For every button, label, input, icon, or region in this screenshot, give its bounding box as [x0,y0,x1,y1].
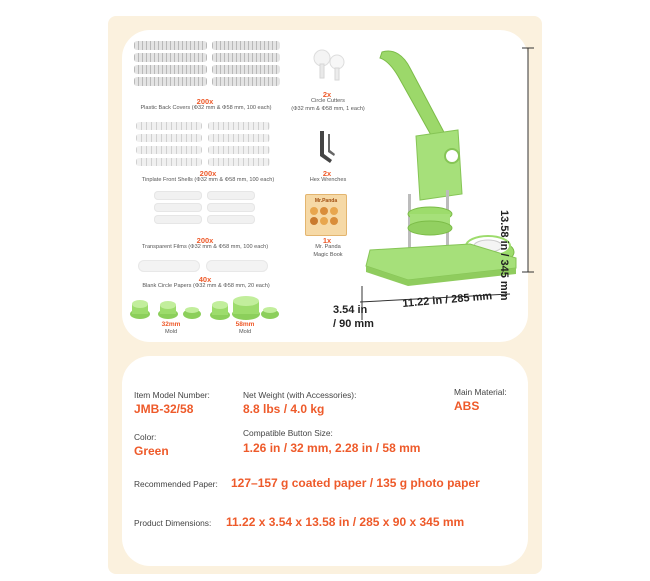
depth-dimension-line2: / 90 mm [333,318,374,330]
front-shells-qty: 200x [199,169,217,178]
book-cover-title: Mr.Panda [314,198,338,204]
mold-58-icon [210,296,279,320]
material-value: ABS [454,399,480,413]
mold-32-icon [130,300,201,319]
mold-32-size: 32mm [161,321,181,328]
button-size-value: 1.26 in / 32 mm, 2.28 in / 58 mm [243,441,421,455]
book-caption-2: Magic Book [313,252,343,258]
width-dimension: 11.22 in / 285 mm [402,290,493,310]
films-qty: 200x [196,236,214,245]
color-label: Color: [134,432,157,442]
papers-qty: 40x [198,275,212,284]
films-caption: Transparent Films (Φ32 mm & Φ58 mm, 100 each) [141,244,269,250]
mold-58-label: Mold [238,329,252,335]
model-value: JMB-32/58 [134,402,194,416]
material-label: Main Material: [454,387,507,397]
molds-image [128,290,280,324]
paper-label: Recommended Paper: [134,479,218,489]
wrenches-caption: Hex Wrenches [309,177,347,183]
product-dimensions-label: Product Dimensions: [134,518,212,528]
cutters-qty: 2x [322,90,332,99]
button-size-label: Compatible Button Size: [243,428,333,438]
model-label: Item Model Number: [134,390,210,400]
wrenches-qty: 2x [322,169,332,178]
papers-caption: Blank Circle Papers (Φ32 mm & Φ58 mm, 20 each) [142,283,270,289]
book-qty: 1x [322,236,332,245]
cutters-caption-1: Circle Cutters [311,98,345,104]
back-covers-qty: 200x [196,97,214,106]
mold-32-label: Mold [164,329,178,335]
cutters-caption-2: (Φ32 mm & Φ58 mm, 1 each) [291,106,365,112]
book-caption-1: Mr. Panda [315,244,341,250]
weight-label: Net Weight (with Accessories): [243,390,357,400]
front-shells-caption: Tinplate Front Shells (Φ32 mm & Φ58 mm, 100 each) [141,177,275,183]
back-covers-caption: Plastic Back Covers (Φ32 mm & Φ58 mm, 100 each) [140,105,272,111]
color-value: Green [134,444,169,458]
height-dimension: 13.58 in / 345 mm [498,210,510,301]
mold-58-size: 58mm [235,321,255,328]
depth-dimension-line1: 3.54 in [333,304,368,316]
product-dimensions-value: 11.22 x 3.54 x 13.58 in / 285 x 90 x 345 mm [226,515,465,529]
weight-value: 8.8 lbs / 4.0 kg [243,402,325,416]
paper-value: 127–157 g coated paper / 135 g photo paper [231,476,480,490]
